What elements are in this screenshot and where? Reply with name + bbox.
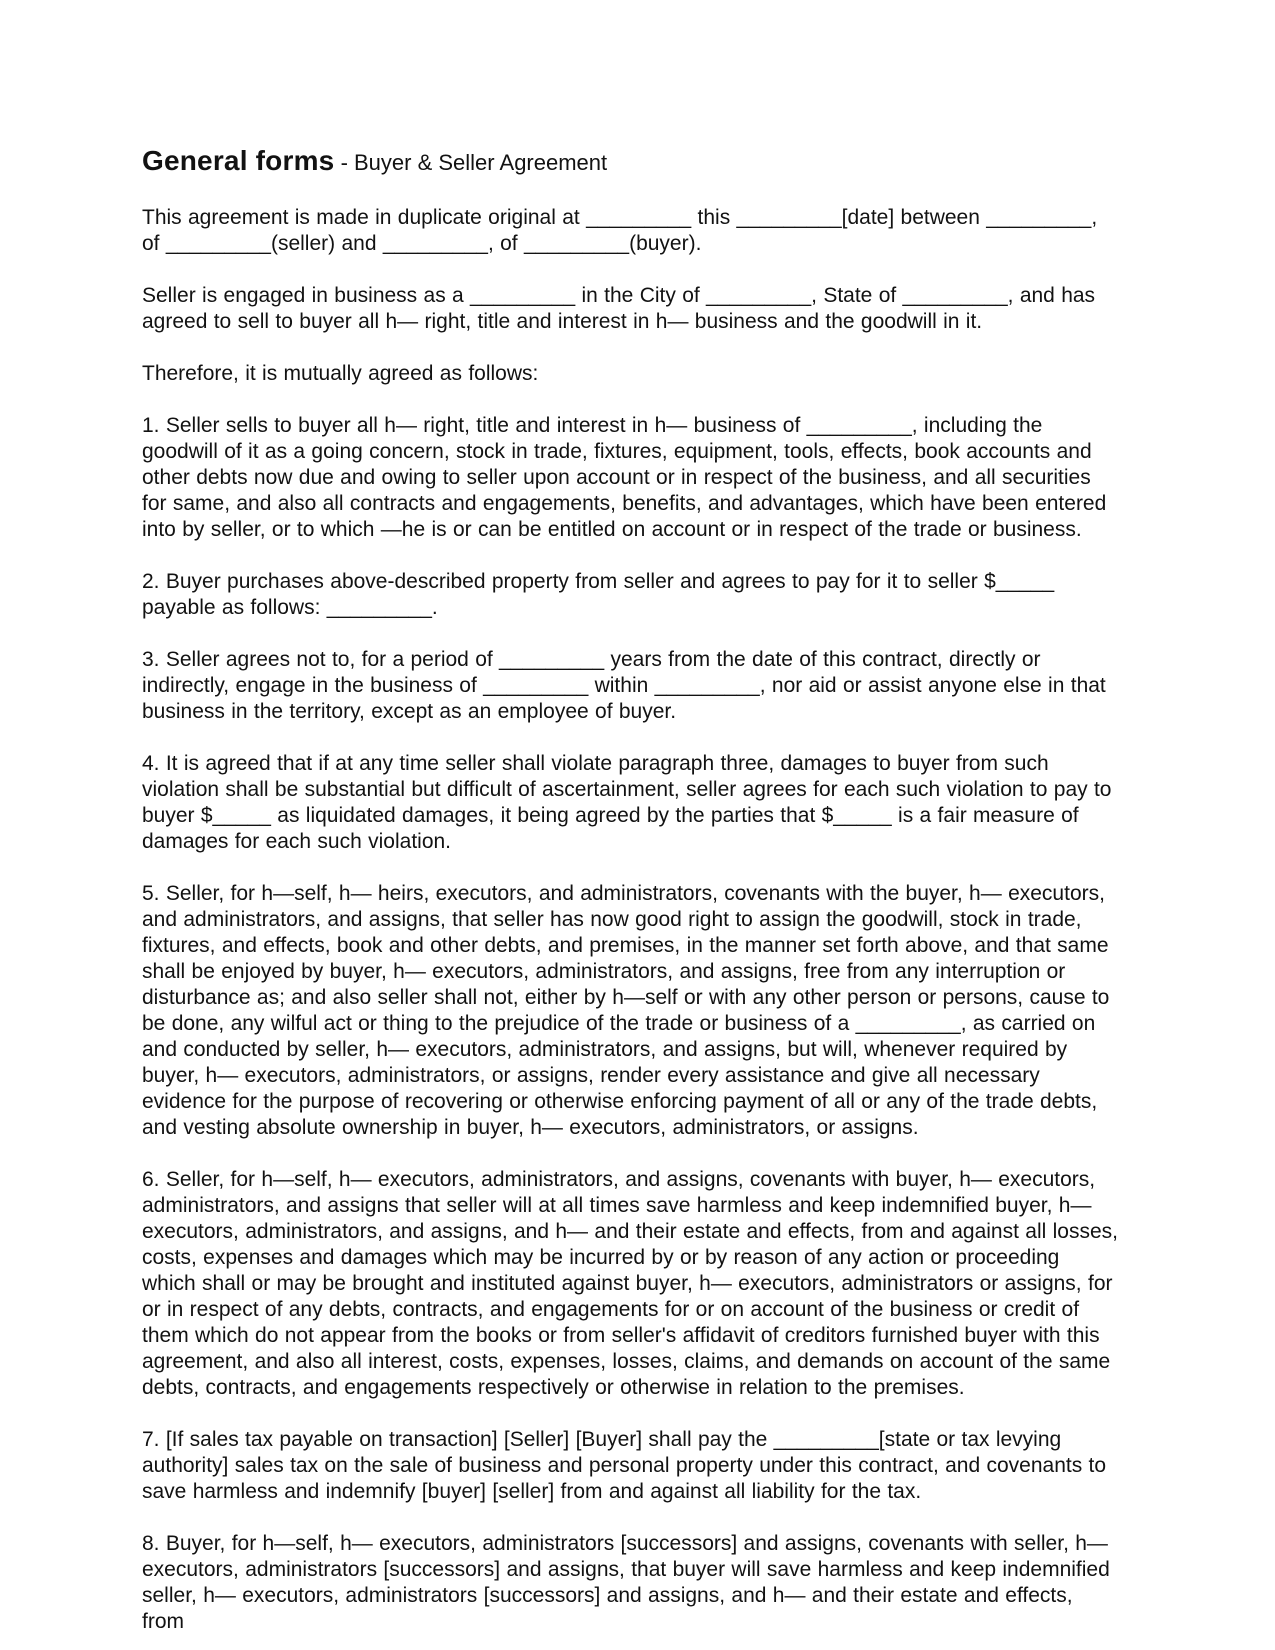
document-body xyxy=(142,205,1118,1635)
paragraph-opening-recital: This agreement is made in duplicate original at _________ this _________[date] between _________, of _________(seller) and _________, of _________(buyer). xyxy=(142,206,1098,255)
page-title xyxy=(142,143,1118,179)
form-subtitle: - Buyer & Seller Agreement xyxy=(334,150,608,175)
paragraph-clause-5: 5. Seller, for h—self, h— heirs, executors, and administrators, covenants with the buyer, h— executors, and administrators, and assigns, that seller has now good right to assign the goodwill, stock in trade, fixtures, and effects, book and other debts, and premises, in the manner set forth above, and that same shall be enjoyed by buyer, h— executors, administrators, and assigns, free from any interruption or disturbance as; and also seller shall not, either by h—self or with any other person or persons, cause to be done, any wilful act or thing to the prejudice of the trade or business of a _________, as carried on and conducted by seller, h— executors, administrators, and assigns, but will, whenever required by buyer, h— executors, administrators, or assigns, render every assistance and give all necessary evidence for the purpose of recovering or otherwise enforcing payment of all or any of the trade debts, and vesting absolute ownership in buyer, h— executors, administrators, or assigns. xyxy=(142,882,1110,1139)
form-category-title: General forms xyxy=(142,145,335,176)
paragraph-clause-4: 4. It is agreed that if at any time seller shall violate paragraph three, damages to buyer from such violation shall be substantial but difficult of ascertainment, seller agrees for each such violation to pay to buyer $_____ as liquidated damages, it being agreed by the parties that $_____ is a fair measure of damages for each such violation. xyxy=(142,752,1112,853)
paragraph-clause-8: 8. Buyer, for h—self, h— executors, administrators [successors] and assigns, covenants with seller, h— executors, administrators [successors] and assigns, that buyer will save harmless and keep indemnified seller, h— executors, administrators [successors] and assigns, and h— and their estate and effects, from xyxy=(142,1532,1110,1633)
paragraph-therefore-clause: Therefore, it is mutually agreed as follows: xyxy=(142,362,539,385)
paragraph-clause-3: 3. Seller agrees not to, for a period of _________ years from the date of this contract, directly or indirectly, engage in the business of _________ within _________, nor aid or assist anyone else in that business in the territory, except as an employee of buyer. xyxy=(142,648,1106,723)
paragraph-clause-6: 6. Seller, for h—self, h— executors, administrators, and assigns, covenants with buyer, h— executors, administrators, and assigns that seller will at all times save harmless and keep indemnified buyer, h— executors, administrators, and assigns, and h— and their estate and effects, from and against all losses, costs, expenses and damages which may be incurred by or by reason of any action or proceeding which shall or may be brought and instituted against buyer, h— executors, administrators or assigns, for or in respect of any debts, contracts, and engagements for or on account of the business or credit of them which do not appear from the books or from seller's affidavit of creditors furnished buyer with this agreement, and also all interest, costs, expenses, losses, claims, and demands on account of the same debts, contracts, and engagements respectively or otherwise in relation to the premises. xyxy=(142,1168,1118,1399)
paragraph-clause-2: 2. Buyer purchases above-described property from seller and agrees to pay for it to seller $_____ payable as follows: _________. xyxy=(142,570,1055,619)
paragraph-seller-business: Seller is engaged in business as a _________ in the City of _________, State of _________, and has agreed to sell to buyer all h— right, title and interest in h— business and the goodwill in it. xyxy=(142,284,1096,333)
paragraph-clause-1: 1. Seller sells to buyer all h— right, title and interest in h— business of _________, including the goodwill of it as a going concern, stock in trade, fixtures, equipment, tools, effects, book accounts and other debts now due and owing to seller upon account or in respect of the business, and all securities for same, and also all contracts and engagements, benefits, and advantages, which have been entered into by seller, or to which —he is or can be entitled on account or in respect of the trade or business. xyxy=(142,414,1107,541)
paragraph-clause-7: 7. [If sales tax payable on transaction] [Seller] [Buyer] shall pay the _________[state or tax levying authority] sales tax on the sale of business and personal property under this contract, and covenants to save harmless and indemnify [buyer] [seller] from and against all liability for the tax. xyxy=(142,1428,1107,1503)
